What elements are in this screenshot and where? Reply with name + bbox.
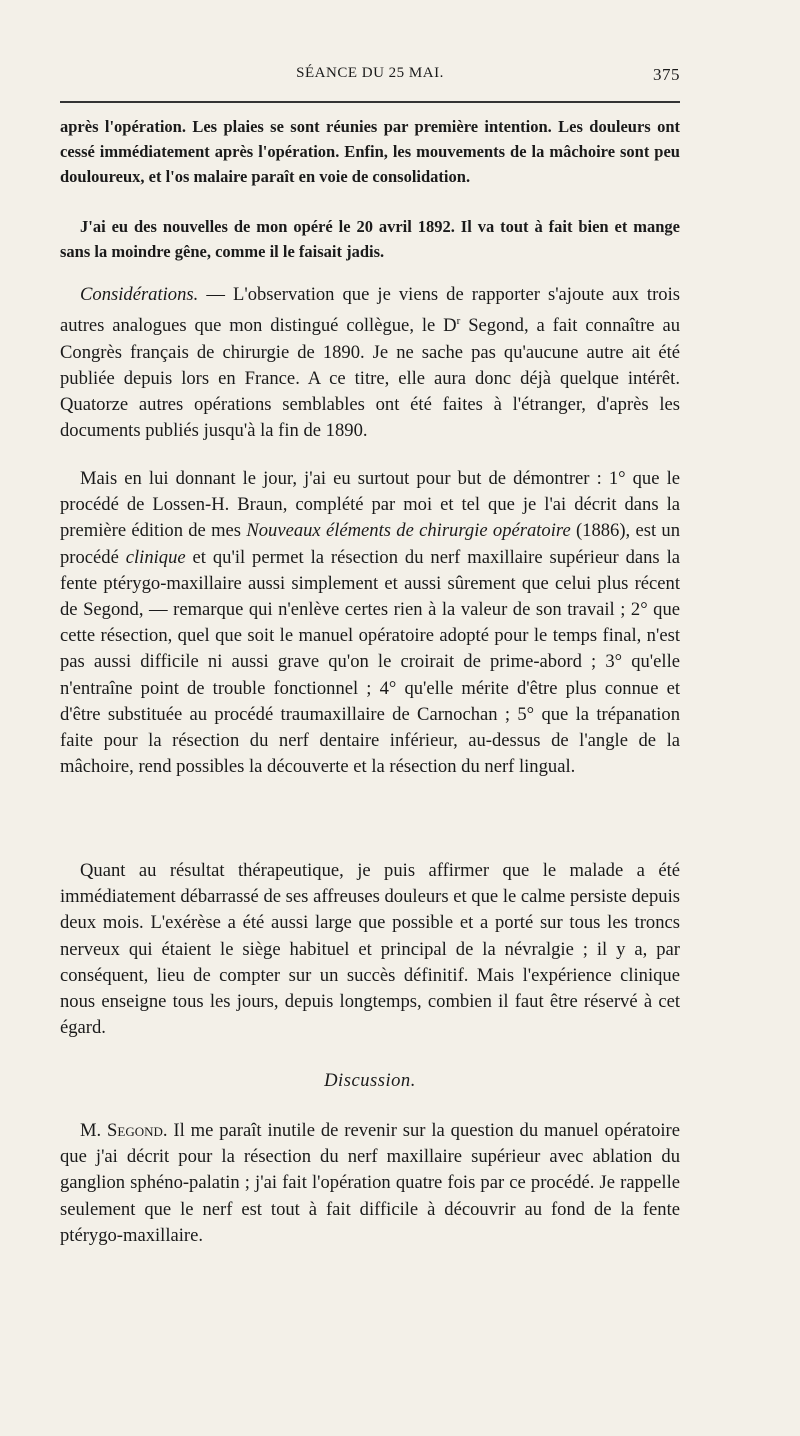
considerations-text-a: — L'observation que je viens de rapporter s'ajoute aux trois autres analogues que mon distingué collègue, le D xyxy=(60,284,680,337)
demonstration-text-c: et qu'il permet la résection du nerf maxillaire supérieur dans la fente ptérygo-maxillaire aussi simplement et aussi sûrement que celui plus récent de Segond, — remarque qui n'enlève certes rien à la valeur de son travail ; 2° que cette résection, quel que soit le manuel opératoire adopté pour le temps final, n'est pas aussi difficile ni aussi grave qu'on le croirait de prime-abord ; 3° qu'elle n'entraîne point de trouble fonctionnel ; 4° qu'elle mérite d'être plus connue et d'être substituée au procédé traumaxillaire de Carnochan ; 5° que la trépanation faite pour la résection du nerf dentaire inférieur, au-dessus de l'angle de la mâchoire, rend possibles la découverte et la résection du nerf lingual. xyxy=(60,546,680,778)
considerations-text-b: Segond, a fait connaître au Congrès français de chirurgie de 1890. Je ne sache pas qu'aucune autre ait été publiée depuis lors en France. A ce titre, elle aura donc déjà quelque intérêt. Quatorze autres opérations semblables ont été faites à l'étranger, d'après les documents publiés jusqu'à la fin de 1890. xyxy=(60,315,680,442)
segond-text: Il me paraît inutile de revenir sur la question du manuel opératoire que j'ai décrit pour la résection du nerf maxillaire supérieur avec ablation du ganglion sphéno-palatin ; j'ai fait l'opération quatre fois par ce procédé. Je rappelle seulement que le nerf est tout à fait difficile à découvrir au fond de la fente ptérygo-maxillaire. xyxy=(60,1120,680,1246)
considerations-lead: Considérations. xyxy=(80,284,199,305)
paragraph-considerations xyxy=(60,282,680,444)
header-rule xyxy=(60,101,680,103)
paragraph-2: J'ai eu des nouvelles de mon opéré le 20 avril 1892. Il va tout à fait bien et mange sans la moindre gêne, comme il le faisait jadis. xyxy=(60,217,680,261)
doctor-superscript: r xyxy=(456,315,461,328)
demonstration-text-a: Mais en lui donnant le jour, j'ai eu surtout pour but de démontrer : 1° que le procédé de Lossen-H. Braun, complété par moi et tel que je l'ai décrit dans la première édition de mes xyxy=(60,468,680,542)
paragraph-demonstration xyxy=(60,466,680,780)
clinique-emphasis: clinique xyxy=(125,546,186,568)
book-title: Nouveaux éléments de chirurgie opératoire xyxy=(246,520,571,542)
running-header xyxy=(60,62,680,88)
speaker-name: M. Segond. xyxy=(80,1120,168,1141)
paragraph-1: après l'opération. Les plaies se sont réunies par première intention. Les douleurs ont cessé immédiatement après l'opération. Enfin, les mouvements de la mâchoire sont peu douloureux, et l'os malaire paraît en voie de consolidation. xyxy=(60,117,680,186)
discussion-heading: Discussion. xyxy=(324,1070,416,1091)
paragraph-segond xyxy=(60,1118,680,1249)
paragraph-result: Quant au résultat thérapeutique, je puis affirmer que le malade a été immédiatement débarrassé de ses affreuses douleurs et que le calme persiste depuis deux mois. L'exérèse a été aussi large que possible et a porté sur tous les troncs nerveux qui étaient le siège habituel et principal de la névralgie ; il y a, par conséquent, lieu de compter sur un succès définitif. Mais l'expérience clinique nous enseigne tous les jours, depuis longtemps, combien il faut être réservé à cet égard. xyxy=(60,860,680,1039)
header-title: SÉANCE DU 25 MAI. xyxy=(296,65,444,81)
demonstration-text-b: (1886), est un procédé xyxy=(60,520,681,568)
page-number: 375 xyxy=(653,65,680,84)
